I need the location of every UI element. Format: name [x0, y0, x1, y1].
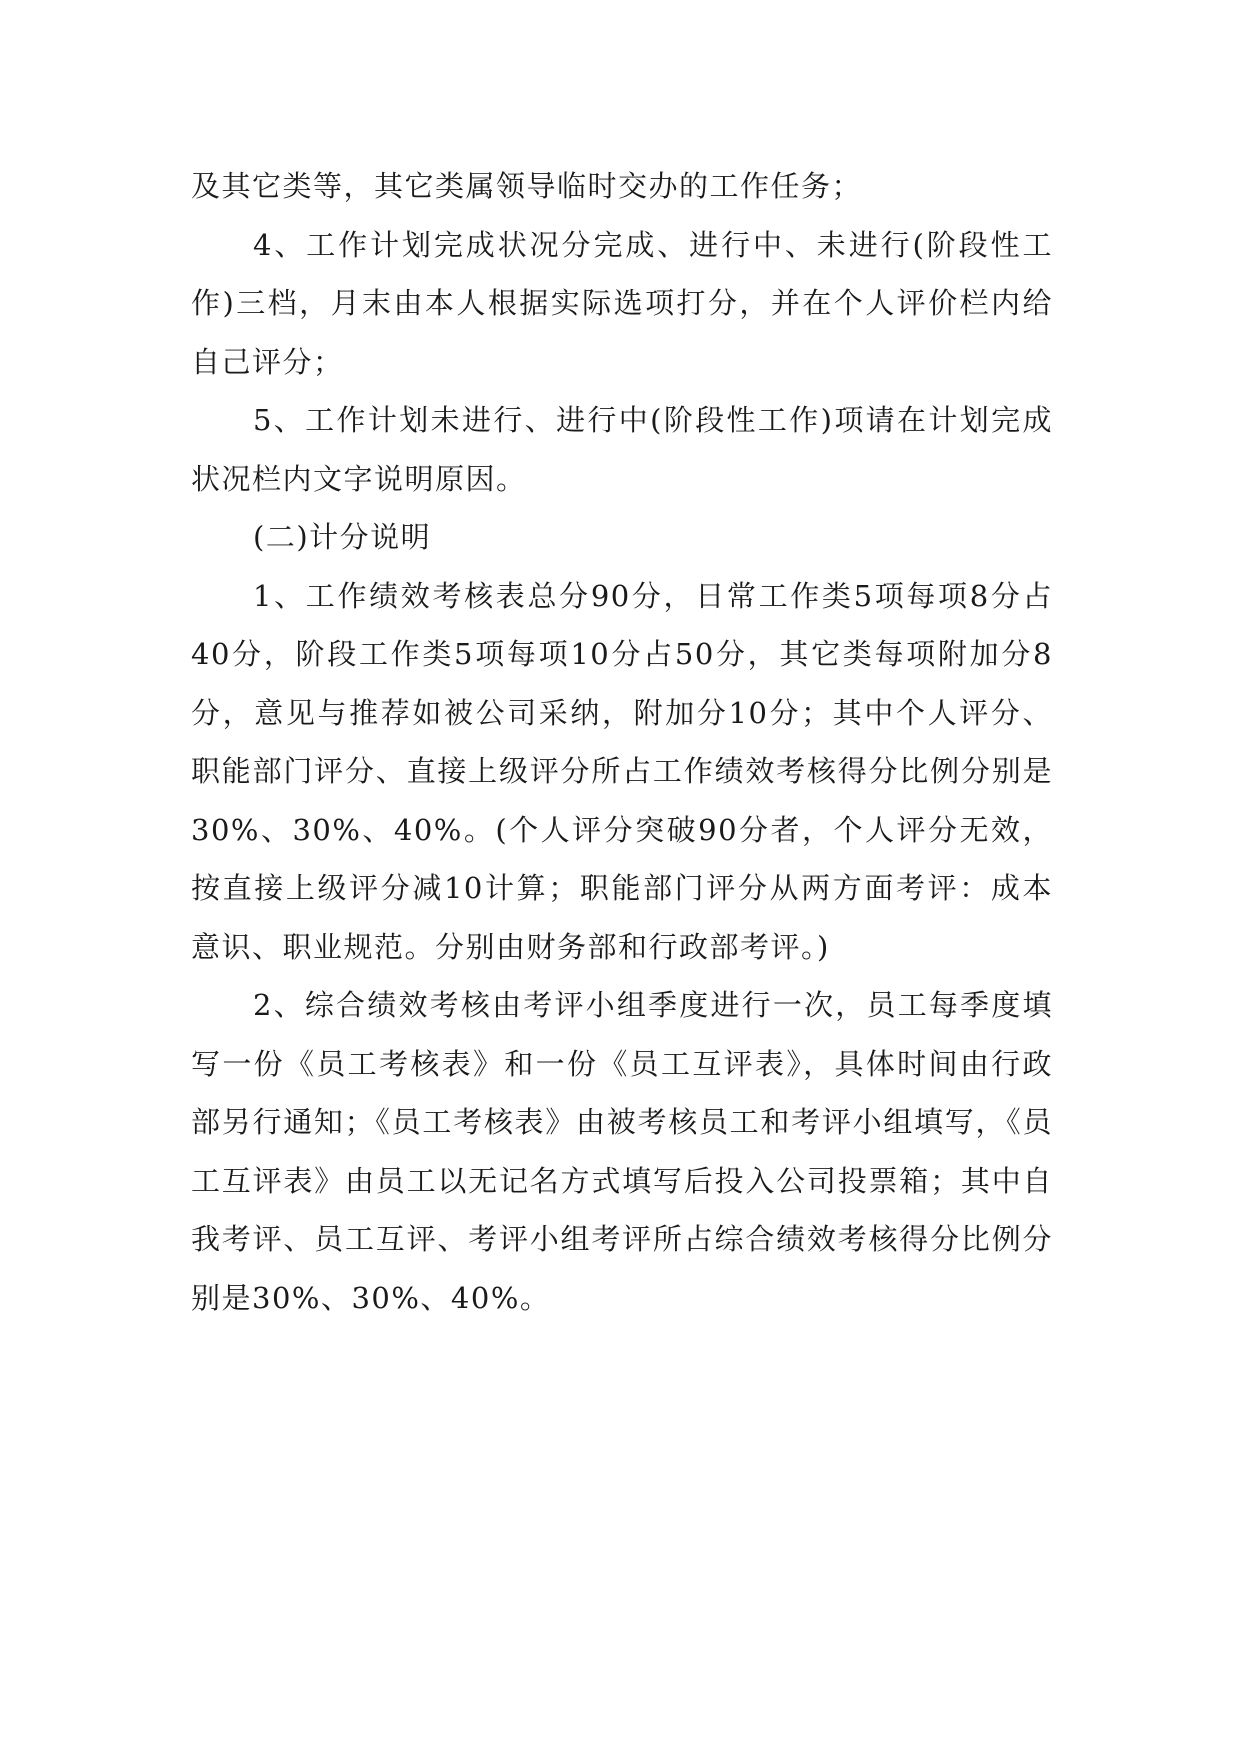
paragraph-continuation: 及其它类等，其它类属领导临时交办的工作任务； — [191, 169, 863, 203]
document-body — [191, 157, 1053, 1327]
section-heading-scoring: (二)计分说明 — [253, 520, 432, 554]
paragraph-item-5: 5、工作计划未进行、进行中(阶段性工作)项请在计划完成状况栏内文字说明原因。 — [191, 403, 1053, 496]
paragraph-scoring-2: 2、综合绩效考核由考评小组季度进行一次，员工每季度填写一份《员工考核表》和一份《员工互评表》，具体时间由行政部另行通知；《员工考核表》由被考核员工和考评小组填写，《员工互评表》由员工以无记名方式填写后投入公司投票箱；其中自我考评、员工互评、考评小组考评所占综合绩效考核得分比例分别是30%、30%、40%。 — [191, 988, 1053, 1315]
paragraph-item-4: 4、工作计划完成状况分完成、进行中、未进行(阶段性工作)三档，月末由本人根据实际选项打分，并在个人评价栏内给自己评分； — [191, 227, 1053, 379]
paragraph-scoring-1: 1、工作绩效考核表总分90分，日常工作类5项每项8分占40分，阶段工作类5项每项10分占50分，其它类每项附加分8分，意见与推荐如被公司采纳，附加分10分；其中个人评分、职能部门评分、直接上级评分所占工作绩效考核得分比例分别是30%、30%、40%。(个人评分突破90分者，个人评分无效，按直接上级评分减10计算；职能部门评分从两方面考评：成本意识、职业规范。分别由财务部和行政部考评。) — [191, 578, 1053, 964]
